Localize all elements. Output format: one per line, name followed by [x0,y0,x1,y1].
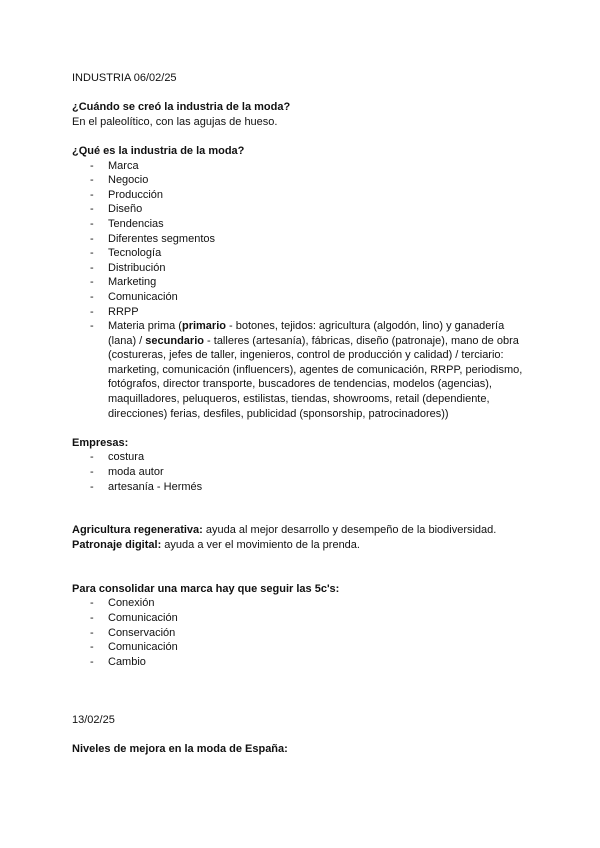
list-item: - Diferentes segmentos [72,232,528,247]
list-item: - Tendencias [72,217,528,232]
cs-heading: Para consolidar una marca hay que seguir las 5c's: [72,582,340,595]
definition-text: ayuda a ver el movimiento de la prenda. [161,539,360,551]
materia-lead: Materia prima ( [108,320,182,333]
list-item: - costura [72,450,528,465]
list-item: - Negocio [72,173,528,188]
list-item-materia-prima [72,319,528,421]
answer-origin: En el paleolítico, con las agujas de hueso. [72,115,278,128]
cs-list [72,596,528,669]
empresas-list [72,450,528,494]
definition-term: Agricultura regenerativa: [72,524,203,537]
empresas-heading: Empresas: [72,436,129,449]
list-item: - Tecnología [72,246,528,261]
list-item: - Comunicación [72,611,528,626]
materia-mid: - botones, tejidos: agricultura (algodón, lino) y ganadería (lana) / [108,320,505,347]
definition-agricultura [72,523,528,538]
definition-patronaje [72,538,528,553]
list-item: - RRPP [72,305,528,320]
niveles-heading: Niveles de mejora en la moda de España: [72,743,288,756]
definition-text: ayuda al mejor desarrollo y desempeño de la biodiversidad. [202,524,497,537]
materia-secundario: secundario [145,334,204,347]
list-item: - Comunicación [72,290,528,305]
question-definition: ¿Qué es la industria de la moda? [72,144,245,157]
list-item: - Marca [72,159,528,174]
list-item: - Marketing [72,275,528,290]
second-date: 13/02/25 [72,714,115,727]
industry-components-list [72,159,528,422]
document-body [72,71,528,757]
list-item: - Distribución [72,261,528,276]
list-item: - Comunicación [72,640,528,655]
document-header: INDUSTRIA 06/02/25 [72,72,177,84]
list-item: - Conservación [72,626,528,641]
question-origin: ¿Cuándo se creó la industria de la moda? [72,101,291,114]
list-item: - artesanía - Hermés [72,480,528,495]
materia-rest: - talleres (artesanía), fábricas, diseño (patronaje), mano de obra (costureras, jefes de taller, ingenieros, control de producción y calidad) / terciario: marketing, comunicación (influencers), agentes de comunicación, RRPP, periodismo, fotógrafos, director transporte, buscadores de tendencias, modelos (agencias), maquilladores, peluqueros, estilistas, tiendas, showrooms, retail (dependiente, direcciones) ferias, desfiles, publicidad (sponsorship, patrocinadores)) [108,334,523,420]
list-item: - Producción [72,188,528,203]
materia-primario: primario [181,320,226,333]
definition-term: Patronaje digital: [72,539,162,551]
list-item: - Diseño [72,202,528,217]
list-item: - Cambio [72,655,528,670]
list-item: - Conexión [72,596,528,611]
list-item: - moda autor [72,465,528,480]
